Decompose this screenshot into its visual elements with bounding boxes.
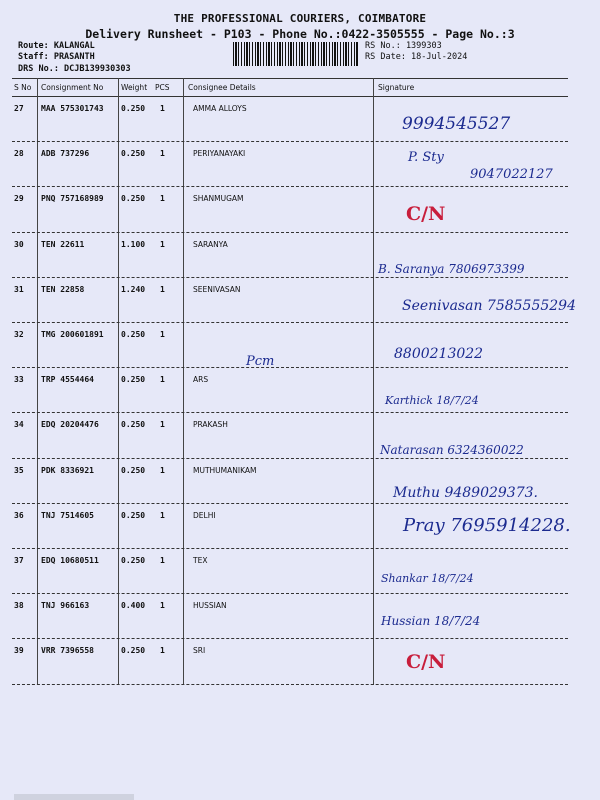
- cell-consignment: PDK 8336921: [41, 465, 94, 475]
- cell-sno: 39: [14, 646, 24, 656]
- col-header-pcs: PCS: [155, 83, 170, 92]
- row-divider: [12, 186, 568, 187]
- cell-pcs: 1: [160, 601, 165, 611]
- cell-weight: 0.250: [121, 330, 146, 339]
- cell-pcs: 1: [160, 239, 165, 249]
- signature-30: B. Saranya 7806973399: [378, 262, 525, 276]
- cell-pcs: 1: [160, 194, 165, 204]
- table-row: [0, 369, 600, 414]
- cell-pcs: 1: [160, 284, 165, 294]
- phone-28: 9047022127: [470, 167, 553, 182]
- col-header-sno: S No: [14, 83, 32, 92]
- cell-weight: 1.100: [121, 239, 146, 249]
- cell-consignee: PERIYANAYAKI: [193, 149, 246, 159]
- rs-date: RS Date: 18-Jul-2024: [365, 52, 468, 62]
- cell-consignment: EDQ 20204476: [41, 420, 99, 430]
- cell-pcs: 1: [160, 330, 165, 339]
- row-divider: [12, 367, 568, 368]
- cell-pcs: 1: [160, 420, 165, 430]
- rs-number: RS No.: 1399303: [365, 41, 442, 51]
- cn-mark-39: C/N: [406, 651, 446, 673]
- row-divider: [12, 458, 568, 459]
- cell-consignee: SHANMUGAM: [193, 194, 244, 204]
- cell-consignee: ARS: [193, 375, 209, 385]
- cell-pcs: 1: [160, 375, 165, 385]
- signature-33: Karthick 18/7/24: [385, 394, 479, 407]
- signature-37: Shankar 18/7/24: [381, 572, 474, 585]
- signature-35: Muthu 9489029373.: [393, 485, 538, 501]
- cell-consignment: TEN 22611: [41, 239, 85, 249]
- cell-consignee: PRAKASH: [193, 420, 228, 430]
- cell-sno: 28: [14, 149, 24, 159]
- staff-label: Staff: PRASANTH: [18, 52, 95, 62]
- table-header-rule: [12, 96, 568, 97]
- cell-weight: 0.250: [121, 149, 146, 159]
- signature-28: P. Sty: [408, 150, 444, 165]
- table-row: [0, 640, 600, 685]
- table-row: [0, 550, 600, 595]
- route-label: Route: KALANGAL: [18, 41, 95, 51]
- cell-sno: 30: [14, 239, 24, 249]
- cell-consignee: MUTHUMANIKAM: [193, 465, 257, 475]
- cell-pcs: 1: [160, 465, 165, 475]
- signature-34: Natarasan 6324360022: [380, 443, 524, 457]
- cell-pcs: 1: [160, 510, 165, 520]
- cell-sno: 35: [14, 465, 24, 475]
- barcode-image: [233, 42, 359, 66]
- cell-sno: 33: [14, 375, 24, 385]
- company-title: THE PROFESSIONAL COURIERS, COIMBATORE: [173, 12, 427, 25]
- cell-pcs: 1: [160, 149, 165, 159]
- cell-weight: 0.250: [121, 104, 146, 113]
- cell-sno: 29: [14, 194, 24, 204]
- cell-consignment: TNJ 7514605: [41, 510, 94, 520]
- cell-consignment: TEN 22858: [41, 284, 85, 294]
- table-row: [0, 324, 600, 369]
- cell-sno: 37: [14, 556, 24, 565]
- row-divider: [12, 638, 568, 639]
- cell-consignee: SEENIVASAN: [193, 284, 241, 294]
- col-header-consignee: Consignee Details: [188, 83, 256, 92]
- cell-pcs: 1: [160, 646, 165, 656]
- table-row: [0, 188, 600, 233]
- row-divider: [12, 593, 568, 594]
- col-header-consignment: Consignment No: [41, 83, 104, 92]
- cell-consignment: EDQ 10680511: [41, 556, 99, 565]
- cell-consignee: SRI: [193, 646, 206, 656]
- cell-consignment: TNJ 966163: [41, 601, 90, 611]
- cell-sno: 31: [14, 284, 24, 294]
- row-divider: [12, 277, 568, 278]
- cell-weight: 0.250: [121, 646, 146, 656]
- signature-36: Pray 7695914228.: [403, 515, 571, 536]
- cell-weight: 0.250: [121, 420, 146, 430]
- row-divider: [12, 684, 568, 685]
- row-divider: [12, 548, 568, 549]
- row-divider: [12, 232, 568, 233]
- cell-consignee: SARANYA: [193, 239, 228, 249]
- cell-consignee: DELHI: [193, 510, 216, 520]
- cell-consignee: TEX: [193, 556, 208, 565]
- cn-mark-29: C/N: [406, 203, 446, 225]
- cell-consignee: HUSSIAN: [193, 601, 227, 611]
- cell-sno: 32: [14, 330, 24, 339]
- cell-pcs: 1: [160, 556, 165, 565]
- drs-label: DRS No.: DCJB139930303: [18, 64, 131, 74]
- col-header-signature: Signature: [378, 83, 415, 92]
- signature-38: Hussian 18/7/24: [381, 614, 481, 628]
- scan-mark: [14, 794, 134, 800]
- cell-consignment: TRP 4554464: [41, 375, 94, 385]
- row-divider: [12, 503, 568, 504]
- cell-sno: 34: [14, 420, 24, 430]
- table-top-rule: [12, 78, 568, 79]
- cell-consignment: MAA 575301743: [41, 104, 104, 113]
- cell-weight: 0.250: [121, 510, 146, 520]
- signature-32: 8800213022: [394, 346, 484, 362]
- cell-consignment: PNQ 757168989: [41, 194, 104, 204]
- cell-weight: 1.240: [121, 284, 146, 294]
- cell-weight: 0.250: [121, 465, 146, 475]
- cell-sno: 38: [14, 601, 24, 611]
- cell-consignee: AMMA ALLOYS: [193, 104, 247, 113]
- cell-weight: 0.250: [121, 194, 146, 204]
- signature-31: Seenivasan 7585555294: [402, 298, 576, 314]
- cell-sno: 36: [14, 510, 24, 520]
- handwritten-note-32: Pcm: [246, 354, 275, 369]
- signature-27: 9994545527: [402, 114, 511, 134]
- cell-consignment: TMG 200601891: [41, 330, 104, 339]
- cell-weight: 0.400: [121, 601, 146, 611]
- cell-sno: 27: [14, 104, 24, 113]
- row-divider: [12, 141, 568, 142]
- table-row: [0, 595, 600, 640]
- cell-pcs: 1: [160, 104, 165, 113]
- cell-consignment: ADB 737296: [41, 149, 90, 159]
- runsheet-subtitle: Delivery Runsheet - P103 - Phone No.:0422-3505555 - Page No.:3: [85, 27, 515, 41]
- cell-weight: 0.250: [121, 556, 146, 565]
- row-divider: [12, 412, 568, 413]
- col-header-weight: Weight: [121, 83, 148, 92]
- cell-consignment: VRR 7396558: [41, 646, 94, 656]
- row-divider: [12, 322, 568, 323]
- cell-weight: 0.250: [121, 375, 146, 385]
